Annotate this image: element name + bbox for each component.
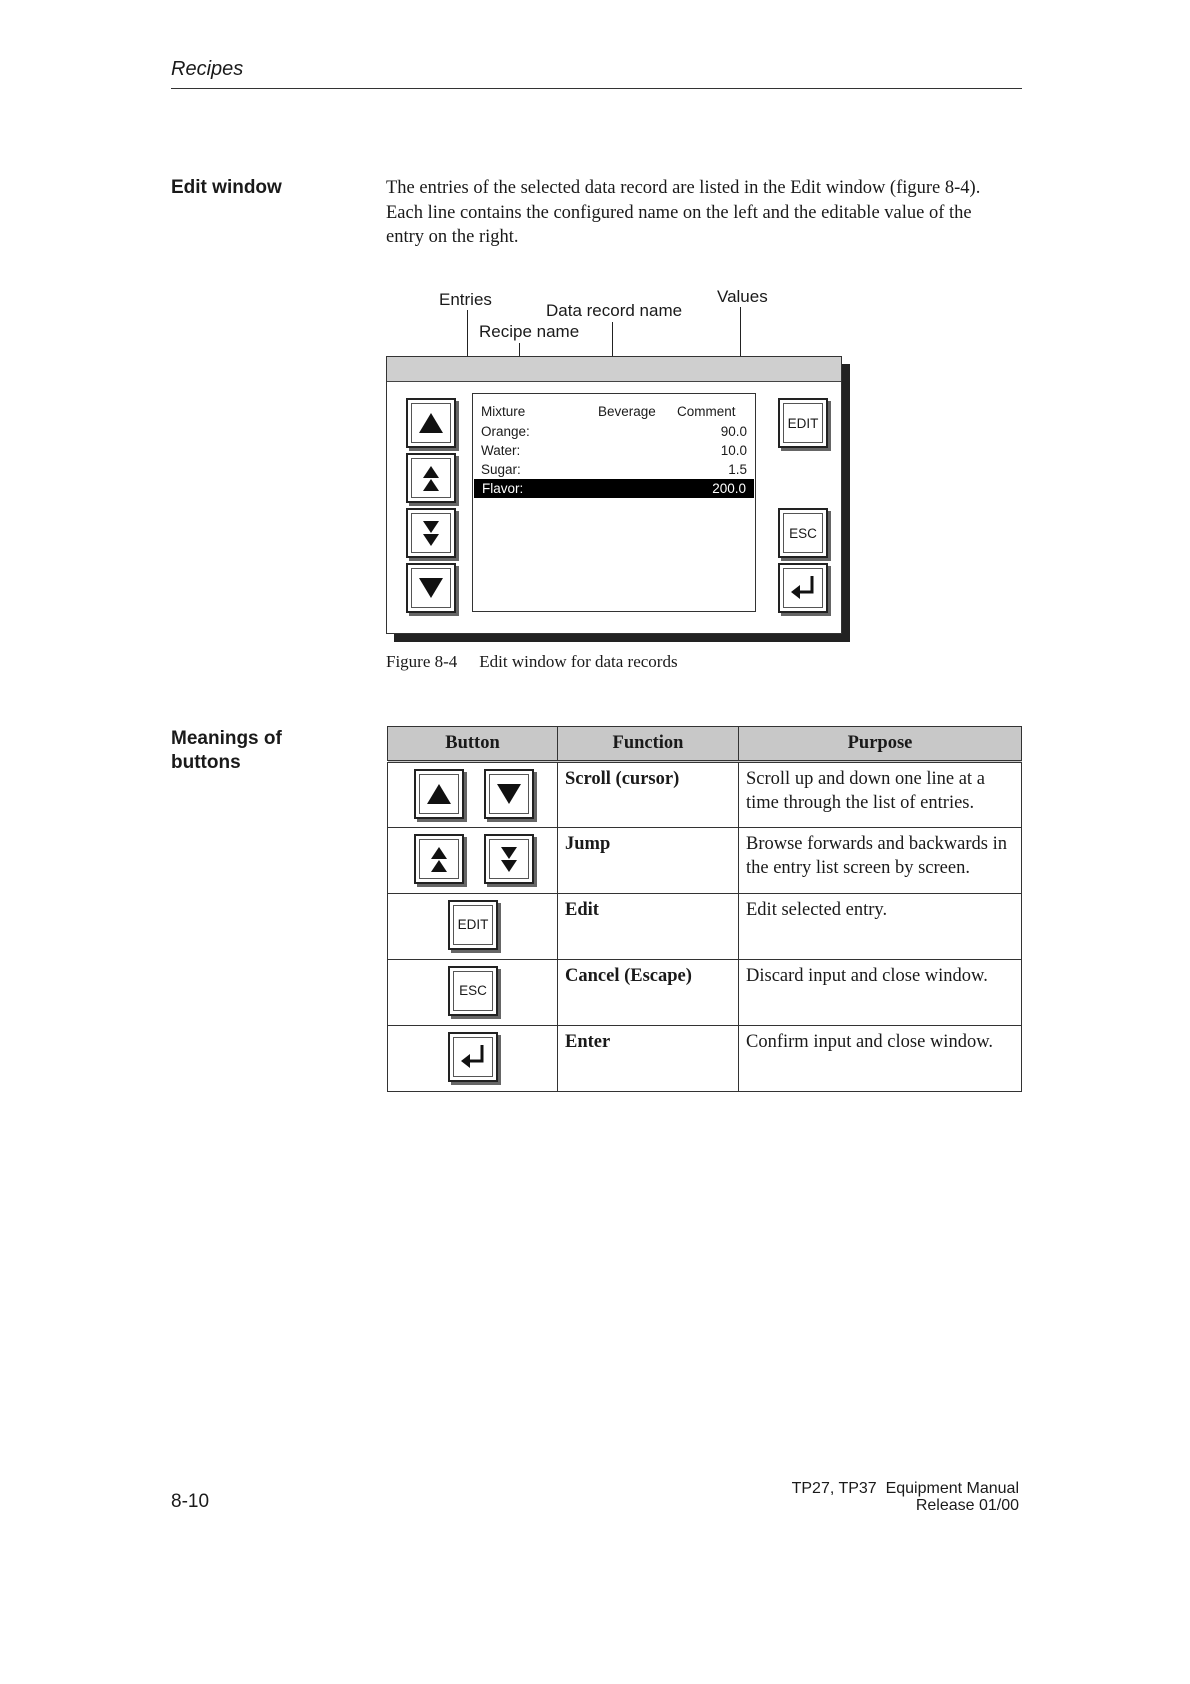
- function-cell: Edit: [558, 894, 739, 960]
- label-data-record-name: Data record name: [546, 301, 683, 320]
- page-number: 8-10: [171, 1491, 210, 1512]
- entry-name: Orange:: [481, 424, 530, 439]
- function-cell: Enter: [558, 1026, 739, 1092]
- purpose-cell: Edit selected entry.: [739, 894, 1022, 960]
- table-row: [388, 960, 1022, 1026]
- figure-number: Figure 8-4: [386, 652, 458, 671]
- panel-title-bar: [387, 357, 841, 382]
- column-header-function: Function: [558, 727, 739, 762]
- jump-down-key[interactable]: [406, 508, 456, 558]
- button-cell: [388, 960, 558, 1026]
- function-cell: Jump: [558, 828, 739, 894]
- purpose-cell: Scroll up and down one line at a time through the list of entries.: [739, 762, 1022, 828]
- double-arrow-down-icon: [423, 521, 439, 546]
- jump-up-key[interactable]: [406, 453, 456, 503]
- comment-value: Comment: [677, 404, 736, 419]
- entry-row[interactable]: [481, 460, 747, 479]
- double-arrow-down-icon: [501, 847, 517, 872]
- purpose-cell: Browse forwards and backwards in the entry list screen by screen.: [739, 828, 1022, 894]
- label-recipe-name: Recipe name: [479, 322, 580, 341]
- entry-value: 1.5: [728, 462, 747, 477]
- table-row: [388, 894, 1022, 960]
- meanings-heading: Meanings of buttons: [171, 728, 282, 773]
- column-header-button: Button: [388, 727, 558, 762]
- data-record-display: [472, 393, 756, 612]
- enter-key[interactable]: [778, 563, 828, 613]
- table-row: [388, 1026, 1022, 1092]
- function-cell: Cancel (Escape): [558, 960, 739, 1026]
- entry-value: 90.0: [720, 424, 747, 439]
- enter-key[interactable]: [448, 1032, 498, 1082]
- button-cell: [388, 762, 558, 828]
- table-row: [388, 762, 1022, 828]
- scroll-up-key[interactable]: [406, 398, 456, 448]
- entry-name: Water:: [481, 443, 521, 458]
- purpose-cell: Confirm input and close window.: [739, 1026, 1022, 1092]
- entry-row-selected[interactable]: [474, 479, 754, 498]
- jump-up-key[interactable]: [414, 834, 464, 884]
- data-record-name-value: Beverage: [598, 404, 656, 419]
- function-cell: Scroll (cursor): [558, 762, 739, 828]
- enter-icon: [788, 573, 818, 603]
- esc-key[interactable]: [448, 966, 498, 1016]
- footer-manual-info: [792, 1480, 1019, 1514]
- double-arrow-up-icon: [431, 847, 447, 872]
- manual-title: TP27, TP37 Equipment Manual: [791, 1480, 1019, 1497]
- arrow-down-icon: [419, 578, 443, 598]
- figure-caption: [386, 652, 678, 672]
- esc-key-label: ESC: [453, 971, 493, 1011]
- column-header-purpose: Purpose: [739, 727, 1022, 762]
- release-info: Release 01/00: [915, 1497, 1019, 1514]
- double-arrow-up-icon: [423, 466, 439, 491]
- section-title: Recipes: [171, 58, 244, 80]
- entry-name: Sugar:: [481, 462, 521, 477]
- button-cell: [388, 1026, 558, 1092]
- figure-caption-text: Edit window for data records: [479, 652, 678, 671]
- arrow-up-icon: [427, 784, 451, 804]
- label-values: Values: [717, 287, 768, 306]
- scroll-up-key[interactable]: [414, 769, 464, 819]
- esc-key-label: ESC: [783, 513, 823, 553]
- edit-key-label: EDIT: [453, 905, 493, 945]
- jump-down-key[interactable]: [484, 834, 534, 884]
- edit-window-heading: Edit window: [171, 177, 282, 198]
- arrow-down-icon: [497, 784, 521, 804]
- scroll-down-key[interactable]: [484, 769, 534, 819]
- scroll-down-key[interactable]: [406, 563, 456, 613]
- recipe-name-value: Mixture: [481, 404, 526, 419]
- esc-key[interactable]: [778, 508, 828, 558]
- button-cell: [388, 894, 558, 960]
- edit-window-paragraph: The entries of the selected data record are listed in the Edit window (figure 8-4). Each line contains the configured name on the left and the editable value of the entry on the right.: [386, 178, 981, 247]
- enter-icon: [458, 1042, 488, 1072]
- header-rule: [171, 88, 1022, 89]
- display-header-row: [481, 402, 747, 421]
- button-cell: [388, 828, 558, 894]
- entry-name: Flavor:: [482, 481, 524, 496]
- entry-row[interactable]: [481, 422, 747, 441]
- button-meanings-table: [387, 726, 1022, 1092]
- label-entries: Entries: [439, 290, 492, 309]
- edit-key[interactable]: [448, 900, 498, 950]
- purpose-cell: Discard input and close window.: [739, 960, 1022, 1026]
- entry-row[interactable]: [481, 441, 747, 460]
- entry-value: 200.0: [712, 481, 746, 496]
- table-row: [388, 828, 1022, 894]
- entry-value: 10.0: [720, 443, 747, 458]
- edit-key-label: EDIT: [783, 403, 823, 443]
- edit-key[interactable]: [778, 398, 828, 448]
- arrow-up-icon: [419, 413, 443, 433]
